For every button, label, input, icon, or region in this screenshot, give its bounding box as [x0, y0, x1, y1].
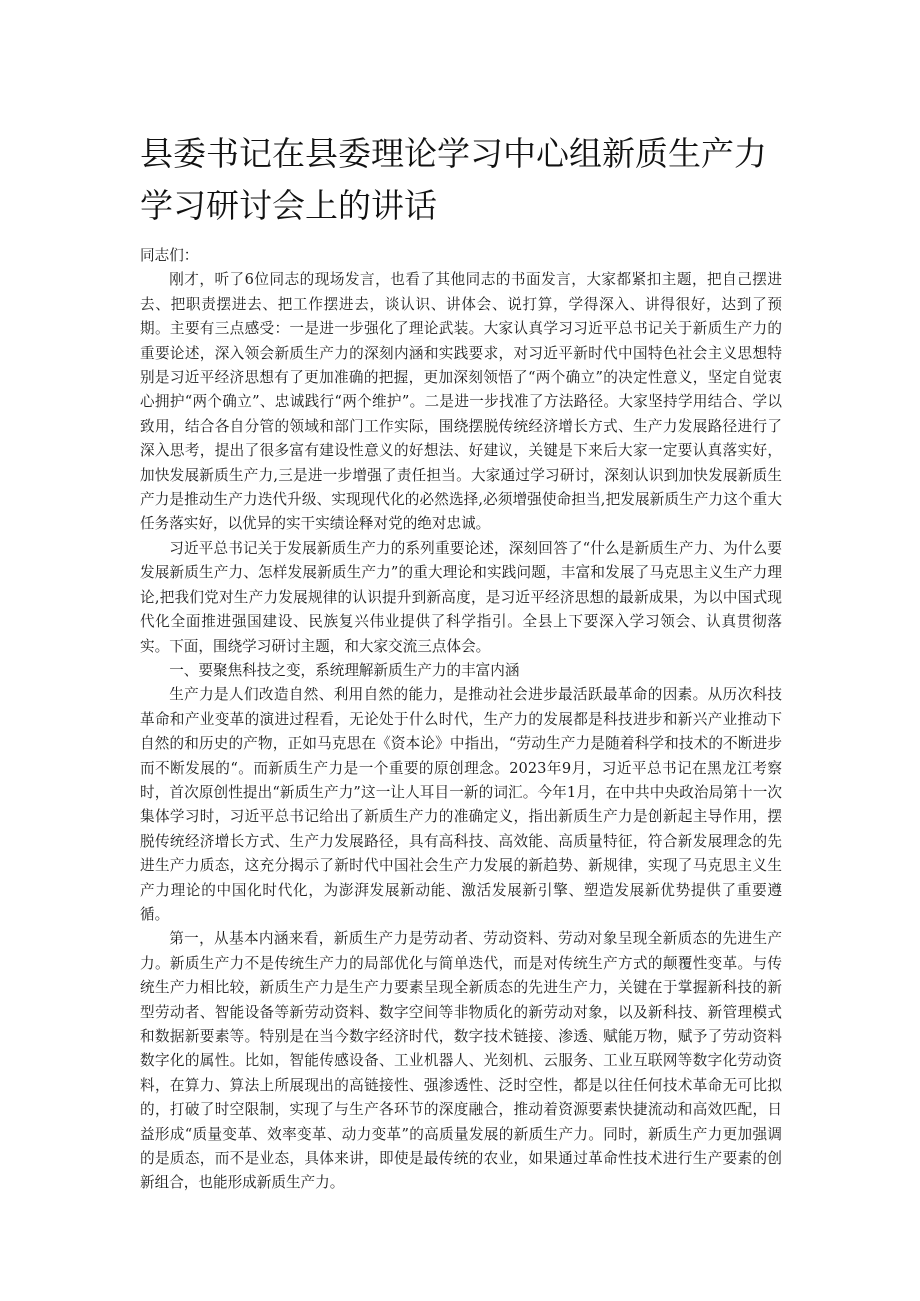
paragraph: 刚才，听了6位同志的现场发言，也看了其他同志的书面发言，大家都紧扣主题，把自己摆进去、把职责摆进去、把工作摆进去，谈认识、讲体会、说打算，学得深入、讲得很好，达到了预期。主要有三点感受：一是进一步强化了理论武装。大家认真学习习近平总书记关于新质生产力的重要论述，深入领会新质生产力的深刻内涵和实践要求，对习近平新时代中国特色社会主义思想特别是习近平经济思想有了更加准确的把握，更加深刻领悟了“两个确立”的决定性意义，坚定自觉衷心拥护“两个确立”、忠诚践行“两个维护”。二是进一步找准了方法路径。大家坚持学用结合、学以致用，结合各自分管的领域和部门工作实际，围绕摆脱传统经济增长方式、生产力发展路径进行了深入思考，提出了很多富有建设性意义的好想法、好建议，关键是下来后大家一定要认真落实好，加快发展新质生产力,三是进一步增强了责任担当。大家通过学习研讨，深刻认识到加快发展新质生产力是推动生产力迭代升级、实现现代化的必然选择,必须增强使命担当,把发展新质生产力这个重大任务落实好，以优异的实干实绩诠释对党的绝对忠诚。 — [140, 271, 782, 533]
salutation: 同志们： — [140, 247, 199, 264]
section-heading: 一、要聚焦科技之变，系统理解新质生产力的丰富内涵 — [169, 661, 520, 679]
document-title: 县委书记在县委理论学习中心组新质生产力学习研讨会上的讲话 — [140, 134, 767, 225]
paragraph: 第一，从基本内涵来看，新质生产力是劳动者、劳动资料、劳动对象呈现全新质态的先进生产力。新质生产力不是传统生产力的局部优化与简单迭代，而是对传统生产方式的颠覆性变革。与传统生产力相比较，新质生产力是生产力要素呈现全新质态的先进生产力，关键在于掌握新科技的新型劳动者、智能设备等新劳动资料、数字空间等非物质化的新劳动对象，以及新科技、新管理模式和数据新要素等。特别是在当今数字经济时代，数字技术链接、渗透、赋能万物，赋予了劳动资料数字化的属性。比如，智能传感设备、工业机器人、光刻机、云服务、工业互联网等数字化劳动资料，在算力、算法上所展现出的高链接性、强渗透性、泛时空性，都是以往任何技术革命无可比拟的，打破了时空限制，实现了与生产各环节的深度融合，推动着资源要素快捷流动和高效匹配，日益形成“质量变革、效率变革、动力变革”的高质量发展的新质生产力。同时，新质生产力更加强调的是质态，而不是业态，具体来讲，即使是最传统的农业，如果通过革命性技术进行生产要素的创新组合，也能形成新质生产力。 — [140, 930, 782, 1192]
paragraph: 生产力是人们改造自然、利用自然的能力，是推动社会进步最活跃最革命的因素。从历次科技革命和产业变革的演进过程看，无论处于什么时代，生产力的发展都是科技进步和新兴产业推动下自然的和历史的产物，正如马克思在《资本论》中指出，“劳动生产力是随着科学和技术的不断进步而不断发展的“。而新质生产力是一个重要的原创理念。2023年9月，习近平总书记在黑龙江考察时，首次原创性提出“新质生产力”这一让人耳目一新的词汇。今年1月，在中共中央政治局第十一次集体学习时，习近平总书记给出了新质生产力的准确定义，指出新质生产力是创新起主导作用，摆脱传统经济增长方式、生产力发展路径，具有高科技、高效能、高质量特征，符合新发展理念的先进生产力质态，这充分揭示了新时代中国社会生产力发展的新趋势、新规律，实现了马克思主义生产力理论的中国化时代化，为澎湃发展新动能、激活发展新引擎、塑造发展新优势提供了重要遵循。 — [140, 686, 782, 923]
paragraph: 习近平总书记关于发展新质生产力的系列重要论述，深刻回答了“什么是新质生产力、为什么要发展新质生产力、怎样发展新质生产力”的重大理论和实践问题，丰富和发展了马克思主义生产力理论,把我们党对生产力发展规律的认识提升到新高度，是习近平经济思想的最新成果，为以中国式现代化全面推进强国建设、民族复兴伟业提供了科学指引。全县上下要深入学习领会、认真贯彻落实。下面，围绕学习研讨主题，和大家交流三点体会。 — [140, 539, 782, 655]
document-body — [140, 244, 782, 1196]
